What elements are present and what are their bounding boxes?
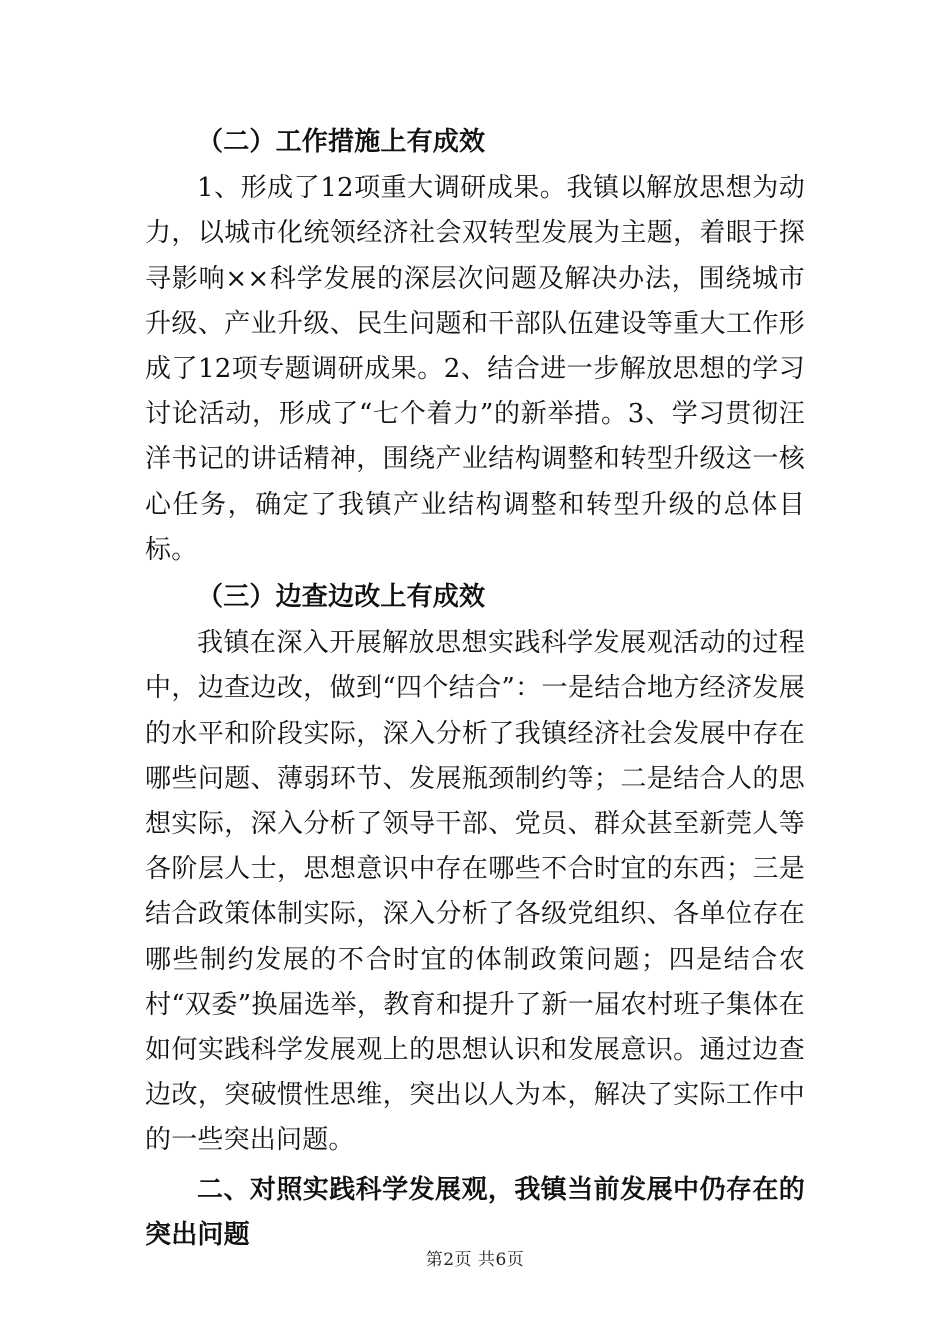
- section-heading-2: （二）工作措施上有成效: [197, 127, 486, 157]
- paragraph-research-results: 1、形成了12项重大调研成果。我镇以解放思想为动力，以城市化统领经济社会双转型发展为主题，着眼于探寻影响××科学发展的深层次问题及解决办法，围绕城市升级、产业升级、民生问题和干部队伍建设等重大工作形成了12项专题调研成果。2、结合进一步解放思想的学习讨论活动，形成了“七个着力”的新举措。3、学习贯彻汪洋书记的讲话精神，围绕产业结构调整和转型升级这一核心任务，确定了我镇产业结构调整和转型升级的总体目标。: [145, 173, 805, 565]
- page-number-footer: 第2页 共6页: [425, 1250, 525, 1270]
- chapter-heading-2: 二、对照实践科学发展观，我镇当前发展中仍存在的突出问题: [145, 1174, 805, 1250]
- paragraph-check-and-correct: 我镇在深入开展解放思想实践科学发展观活动的过程中，边查边改，做到“四个结合”：一是结合地方经济发展的水平和阶段实际，深入分析了我镇经济社会发展中存在哪些问题、薄弱环节、发展瓶颈制约等；二是结合人的思想实际，深入分析了领导干部、党员、群众甚至新莞人等各阶层人士，思想意识中存在哪些不合时宜的东西；三是结合政策体制实际，深入分析了各级党组织、各单位存在哪些制约发展的不合时宜的体制政策问题；四是结合农村“双委”换届选举，教育和提升了新一届农村班子集体在如何实践科学发展观上的思想认识和发展意识。通过边查边改，突破惯性思维，突出以人为本，解决了实际工作中的一些突出问题。: [145, 628, 805, 1156]
- document-body: [145, 118, 805, 1258]
- section-heading-3: （三）边查边改上有成效: [197, 582, 486, 613]
